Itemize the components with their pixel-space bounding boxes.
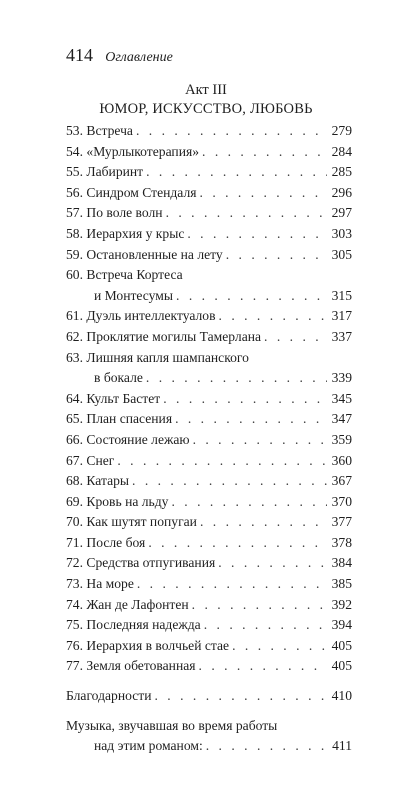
toc-entry — [66, 327, 352, 348]
leader-dots — [200, 183, 327, 204]
toc-entry-title: 58. Иерархия у крыс — [66, 225, 185, 241]
toc-entry-title: 73. На море — [66, 576, 134, 592]
toc-entry-page: 359 — [331, 431, 352, 447]
leader-dots — [206, 736, 327, 757]
toc-entry — [66, 574, 352, 595]
section-gap — [66, 677, 352, 686]
toc-entry-page: 347 — [331, 411, 352, 427]
toc-entry-page: 297 — [331, 205, 352, 221]
toc-entry — [66, 409, 352, 430]
toc-entry — [66, 121, 352, 142]
toc-entry-title: 60. Встреча Кортеса — [66, 267, 183, 283]
leader-dots — [199, 656, 327, 677]
leader-dots — [187, 224, 327, 245]
toc-entry-page: 405 — [331, 658, 352, 674]
toc-entry — [66, 492, 352, 513]
toc-entry-title: 70. Как шутят попугаи — [66, 514, 197, 530]
toc-entry-title: 61. Дуэль интеллектуалов — [66, 308, 216, 324]
leader-dots — [166, 203, 327, 224]
toc-entry — [66, 512, 352, 533]
leader-dots — [176, 286, 327, 307]
toc-entry-page: 345 — [331, 390, 352, 406]
toc-entry — [66, 471, 352, 492]
toc-entry-title: 68. Катары — [66, 473, 130, 489]
toc-entry-line — [66, 265, 352, 286]
toc-entry — [66, 245, 352, 266]
toc-entry-title: 75. Последняя надежда — [66, 617, 201, 633]
running-header — [66, 45, 173, 66]
toc-entry-page: 411 — [332, 738, 352, 754]
toc-entry-page: 296 — [331, 184, 352, 200]
toc-entry — [66, 656, 352, 677]
leader-dots — [117, 451, 327, 472]
leader-dots — [192, 595, 327, 616]
leader-dots — [226, 245, 327, 266]
toc-entry-title: 57. По воле волн — [66, 205, 163, 221]
toc-entry — [66, 533, 352, 554]
toc-entry — [66, 162, 352, 183]
toc-entry-page: 315 — [331, 287, 352, 303]
toc-entry-page: 405 — [331, 637, 352, 653]
toc-entry-music — [66, 736, 352, 757]
leader-dots — [232, 636, 327, 657]
page-number: 414 — [66, 45, 93, 65]
leader-dots — [155, 686, 328, 707]
leader-dots — [219, 306, 327, 327]
leader-dots — [148, 533, 327, 554]
act-label: Акт III — [185, 82, 227, 98]
toc-entry — [66, 615, 352, 636]
toc-entry-page: 303 — [331, 225, 352, 241]
toc-entry-title: 63. Лишняя капля шампанского — [66, 349, 249, 365]
act-title: ЮМОР, ИСКУССТВО, ЛЮБОВЬ — [99, 101, 313, 117]
toc-entry — [66, 183, 352, 204]
toc-entry — [66, 636, 352, 657]
toc-entry-title: 54. «Мурлыкотерапия» — [66, 143, 200, 159]
running-title: Оглавление — [105, 50, 173, 65]
leader-dots — [136, 121, 327, 142]
toc-entry-acknowledgements — [66, 686, 352, 707]
toc-entry-page: 367 — [331, 473, 352, 489]
toc-entry — [66, 142, 352, 163]
toc-entry-page: 385 — [331, 576, 352, 592]
toc-entry-title: 59. Остановленные на лету — [66, 246, 223, 262]
toc-entry-page: 279 — [331, 123, 352, 138]
toc-entry — [66, 203, 352, 224]
toc-entry-title: 55. Лабиринт — [66, 164, 144, 180]
leader-dots — [137, 574, 327, 595]
toc-entry-page: 384 — [331, 555, 352, 571]
toc-entry-title: 69. Кровь на льду — [66, 493, 169, 509]
toc-entry-line — [66, 716, 352, 737]
leader-dots — [218, 553, 327, 574]
toc-entry-title: 74. Жан де Лафонтен — [66, 596, 189, 612]
toc-entry-page: 360 — [331, 452, 352, 468]
toc-entry-page: 378 — [331, 534, 352, 550]
toc-entry-page: 285 — [331, 164, 352, 180]
toc-entry-title: 77. Земля обетованная — [66, 658, 196, 674]
toc-entry-title: 62. Проклятие могилы Тамерлана — [66, 328, 262, 344]
leader-dots — [193, 430, 327, 451]
toc-entry — [66, 368, 352, 389]
toc-entry-page: 284 — [331, 143, 352, 159]
toc-entry — [66, 389, 352, 410]
toc-entry — [66, 306, 352, 327]
toc-entry — [66, 224, 352, 245]
toc-entry-title: 67. Снег — [66, 452, 115, 468]
toc-entry — [66, 451, 352, 472]
toc-entry — [66, 286, 352, 307]
toc-entry — [66, 430, 352, 451]
toc-entry-page: 339 — [331, 370, 352, 386]
toc-entry-title: 64. Культ Бастет — [66, 390, 161, 406]
leader-dots — [204, 615, 327, 636]
toc-entry-line — [66, 348, 352, 369]
toc-entry-title: 53. Встреча — [66, 123, 133, 138]
leader-dots — [146, 368, 327, 389]
toc-entry — [66, 595, 352, 616]
toc-entry-page: 305 — [331, 246, 352, 262]
toc-entry-title: 72. Средства отпугивания — [66, 555, 216, 571]
toc-entry-page: 394 — [331, 617, 352, 633]
toc-entry-title-continued: над этим романом: — [94, 738, 203, 754]
section-gap — [66, 707, 352, 716]
toc-entry-title: Благодарности — [66, 688, 152, 704]
leader-dots — [264, 327, 327, 348]
toc-entry-title: 66. Состояние лежаю — [66, 431, 190, 447]
leader-dots — [146, 162, 327, 183]
toc-entry-title: 56. Синдром Стендаля — [66, 184, 197, 200]
toc-entry — [66, 553, 352, 574]
toc-entry-page: 392 — [331, 596, 352, 612]
toc-entry-title: 76. Иерархия в волчьей стае — [66, 637, 230, 653]
toc-entry-page: 337 — [331, 328, 352, 344]
toc-entry-title-continued: в бокале — [94, 370, 143, 386]
leader-dots — [163, 389, 327, 410]
leader-dots — [200, 512, 327, 533]
table-of-contents — [66, 121, 352, 757]
leader-dots — [175, 409, 327, 430]
leader-dots — [202, 142, 327, 163]
leader-dots — [132, 471, 327, 492]
toc-entry-page: 410 — [331, 688, 352, 704]
toc-entry-title: Музыка, звучавшая во время работы — [66, 717, 278, 733]
toc-entry-title: 65. План спасения — [66, 411, 173, 427]
toc-entry-page: 377 — [331, 514, 352, 530]
toc-entry-title-continued: и Монтесумы — [94, 287, 174, 303]
toc-entry-title: 71. После боя — [66, 534, 146, 550]
leader-dots — [171, 492, 327, 513]
toc-entry-page: 370 — [331, 493, 352, 509]
toc-entry-page: 317 — [331, 308, 352, 324]
